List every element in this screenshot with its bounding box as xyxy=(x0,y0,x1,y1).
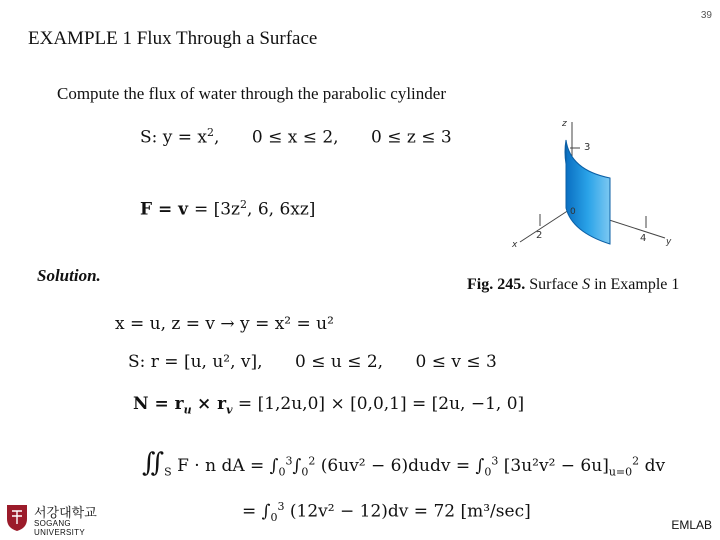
step-parametrization: x = u, z = v → y = x² = u² xyxy=(115,314,334,334)
university-emblem-icon xyxy=(4,502,30,532)
integral1-end: dv xyxy=(644,456,666,476)
field-eq-exp: 2 xyxy=(240,198,248,211)
normal-cross: × r xyxy=(196,394,227,414)
fig-label-3: 3 xyxy=(584,142,591,153)
field-eq-rest: = [3z xyxy=(193,199,241,220)
caption-text: Surface xyxy=(529,276,579,293)
footer-label: EMLAB xyxy=(671,518,712,532)
field-equation xyxy=(140,198,315,220)
double-integral-sign: ∬ xyxy=(142,448,165,478)
normal-lhs: N = r xyxy=(133,394,184,414)
surface-eq-rest: , 0 ≤ x ≤ 2, 0 ≤ z ≤ 3 xyxy=(214,127,452,148)
integral1-bracket: [3u²v² − 6u] xyxy=(503,456,609,476)
integral1-mid: F · n dA = ∫ xyxy=(177,456,279,476)
page-number: 39 xyxy=(700,10,712,21)
field-eq-tail: , 6, 6xz] xyxy=(247,199,316,220)
fig-label-y: y xyxy=(666,237,672,247)
surface-patch xyxy=(566,140,610,244)
caption-tail: in Example 1 xyxy=(594,276,680,293)
logo-english: SOGANG UNIVERSITY xyxy=(34,519,86,537)
fig-label-z: z xyxy=(562,119,567,129)
surface-eq-exp: 2 xyxy=(207,126,215,139)
step-flux-result: = $\int_0^3$ (12v² − 12)dv = 72 [m³/sec] xyxy=(242,500,531,525)
caption-symbol: S xyxy=(582,276,591,293)
fig-label-2: 2 xyxy=(536,230,543,241)
figure-caption xyxy=(467,276,679,294)
normal-rest: = [1,2u,0] × [0,0,1] = [2u, −1, 0] xyxy=(237,394,525,414)
integral2-body: (12v² − 12)dv = 72 [m³/sec] xyxy=(289,501,531,522)
parabolic-cylinder-figure xyxy=(500,110,705,260)
intro-text: Compute the flux of water through the parabolic cylinder xyxy=(57,84,446,103)
x-axis xyxy=(520,208,572,242)
solution-label: Solution. xyxy=(37,266,101,285)
caption-fig-number: Fig. 245. xyxy=(467,276,526,293)
surface-equation xyxy=(140,126,452,148)
integral2-sign: = ∫ xyxy=(242,501,271,522)
step-position-vector: S: r = [u, u², v], 0 ≤ u ≤ 2, 0 ≤ v ≤ 3 xyxy=(128,352,497,372)
step-flux-integral: $∬_S$ F · n dA = $\int_0^3\int_0^2$ (6uv² − 6)dudv = $\int_0^3$ $[3u^2v^2 - 6u]_{u=0}^2$ dv xyxy=(142,448,666,479)
slide-title: EXAMPLE 1 Flux Through a Surface xyxy=(28,28,318,49)
logo-korean: 서강대학교 xyxy=(34,506,97,521)
step-normal-vector: $N = r_u \times r_v = [1,2u,0] \times [0,0,1] = [2u$, −1, 0] xyxy=(133,394,525,417)
field-eq-lhs: F = v xyxy=(140,199,189,220)
fig-label-x: x xyxy=(512,240,518,250)
university-logo xyxy=(4,500,114,537)
fig-label-4: 4 xyxy=(640,233,647,244)
surface-eq-lhs: S: y = x xyxy=(140,127,208,148)
fig-label-origin: 0 xyxy=(570,207,576,217)
integral1-body: (6uv² − 6)dudv = ∫ xyxy=(320,456,485,476)
